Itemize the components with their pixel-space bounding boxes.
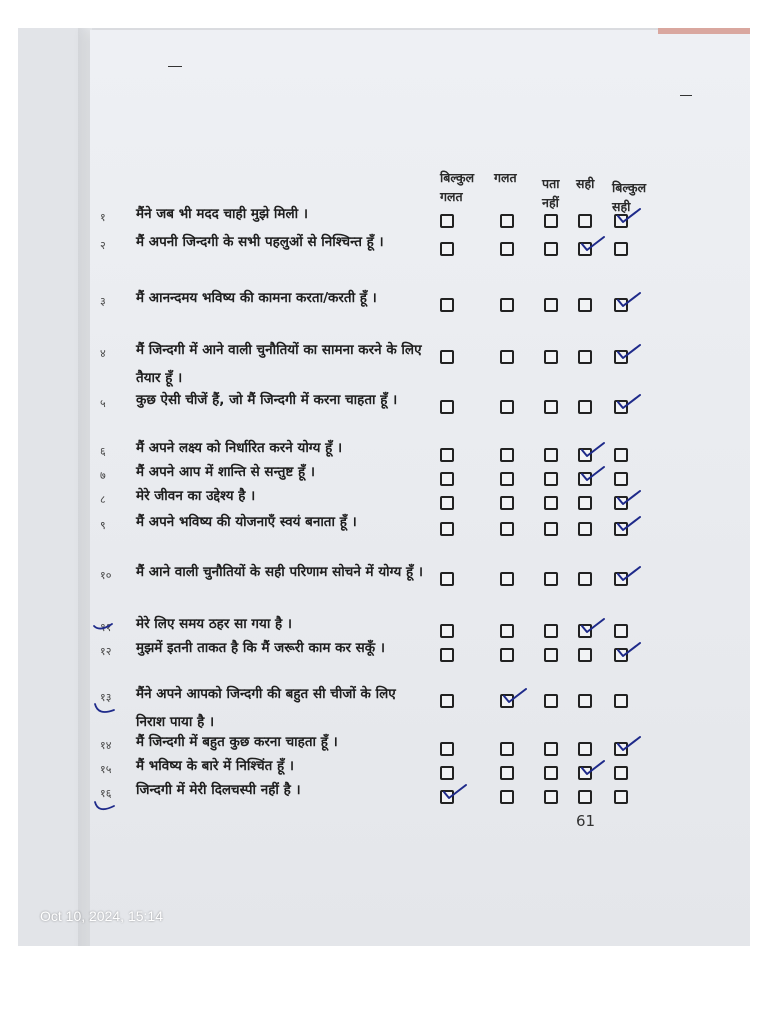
response-checkbox[interactable] (544, 694, 558, 708)
item-text: मैं अपनी जिन्दगी के सभी पहलुओं से निश्चिन्त हूँ । (136, 234, 384, 250)
response-checkbox[interactable] (544, 448, 558, 462)
response-checkbox[interactable] (544, 298, 558, 312)
response-checkbox[interactable] (500, 522, 514, 536)
response-checkbox[interactable] (578, 472, 592, 486)
response-checkbox[interactable] (578, 742, 592, 756)
item-text: मैं अपने लक्ष्य को निर्धारित करने योग्य हूँ । (136, 440, 343, 456)
top-strip (658, 28, 750, 34)
response-checkbox[interactable] (578, 298, 592, 312)
column-header-strongly-false: बिल्कुल गलत (440, 170, 475, 204)
page-number: 61 (576, 812, 596, 830)
item-text: मैंने जब भी मदद चाही मुझे मिली । (136, 206, 308, 222)
item-number: १४ (100, 739, 112, 752)
response-checkbox[interactable] (614, 298, 628, 312)
item-number: १५ (100, 763, 112, 776)
response-checkbox[interactable] (578, 790, 592, 804)
response-checkbox[interactable] (440, 694, 454, 708)
item-number: ६ (100, 445, 106, 458)
item-number: ११ (100, 621, 112, 634)
response-checkbox[interactable] (614, 522, 628, 536)
item-number: ३ (100, 295, 106, 308)
response-checkbox[interactable] (440, 624, 454, 638)
response-checkbox[interactable] (544, 214, 558, 228)
item-number: ४ (100, 347, 106, 360)
response-checkbox[interactable] (544, 522, 558, 536)
response-checkbox[interactable] (500, 214, 514, 228)
pen-underline-mark (92, 618, 116, 640)
item-text: जिन्दगी में मेरी दिलचस्पी नहीं है । (136, 782, 301, 798)
response-checkbox[interactable] (440, 790, 454, 804)
response-checkbox[interactable] (440, 766, 454, 780)
response-checkbox[interactable] (578, 648, 592, 662)
response-checkbox[interactable] (500, 472, 514, 486)
response-checkbox[interactable] (614, 624, 628, 638)
pen-underline-mark (92, 796, 116, 818)
response-checkbox[interactable] (578, 350, 592, 364)
item-text: मैं आने वाली चुनौतियों के सही परिणाम सोचने में योग्य हूँ । (136, 564, 423, 580)
response-checkbox[interactable] (614, 214, 628, 228)
response-checkbox[interactable] (440, 648, 454, 662)
response-checkbox[interactable] (544, 472, 558, 486)
response-checkbox[interactable] (544, 790, 558, 804)
response-checkbox[interactable] (500, 742, 514, 756)
item-text: मेरे लिए समय ठहर सा गया है । (136, 616, 293, 632)
item-number: २ (100, 239, 106, 252)
response-checkbox[interactable] (614, 448, 628, 462)
response-checkbox[interactable] (544, 242, 558, 256)
response-checkbox[interactable] (614, 572, 628, 586)
response-checkbox[interactable] (578, 572, 592, 586)
photo-timestamp: Oct 10, 2024, 15:14 (40, 908, 163, 924)
response-checkbox[interactable] (544, 648, 558, 662)
response-checkbox[interactable] (614, 790, 628, 804)
response-checkbox[interactable] (440, 400, 454, 414)
response-checkbox[interactable] (500, 766, 514, 780)
response-checkbox[interactable] (440, 522, 454, 536)
response-checkbox[interactable] (440, 214, 454, 228)
response-checkbox[interactable] (500, 790, 514, 804)
response-checkbox[interactable] (614, 742, 628, 756)
pencil-dash-mark (680, 95, 692, 96)
item-text: मुझमें इतनी ताकत है कि मैं जरूरी काम कर सकूँ । (136, 640, 385, 656)
response-checkbox[interactable] (500, 572, 514, 586)
response-checkbox[interactable] (440, 496, 454, 510)
response-checkbox[interactable] (578, 496, 592, 510)
column-header-strongly-true: बिल्कुल सही (612, 180, 647, 214)
response-checkbox[interactable] (578, 400, 592, 414)
pen-underline-mark (92, 698, 116, 720)
response-checkbox[interactable] (578, 766, 592, 780)
item-text: मेरे जीवन का उद्देश्य है । (136, 488, 256, 504)
item-text: मैं भविष्य के बारे में निश्चिंत हूँ । (136, 758, 295, 774)
response-checkbox[interactable] (500, 648, 514, 662)
response-checkbox[interactable] (544, 496, 558, 510)
item-number: ८ (100, 493, 106, 506)
response-checkbox[interactable] (500, 400, 514, 414)
response-checkbox[interactable] (614, 400, 628, 414)
response-checkbox[interactable] (544, 572, 558, 586)
response-checkbox[interactable] (440, 742, 454, 756)
response-checkbox[interactable] (614, 766, 628, 780)
response-checkbox[interactable] (614, 242, 628, 256)
response-checkbox[interactable] (500, 298, 514, 312)
response-checkbox[interactable] (614, 648, 628, 662)
response-checkbox[interactable] (440, 448, 454, 462)
response-checkbox[interactable] (440, 472, 454, 486)
response-checkbox[interactable] (500, 624, 514, 638)
response-checkbox[interactable] (500, 694, 514, 708)
response-checkbox[interactable] (500, 448, 514, 462)
item-number: १३ (100, 691, 112, 704)
response-checkbox[interactable] (544, 400, 558, 414)
response-checkbox[interactable] (544, 624, 558, 638)
column-header-dont-know: पता नहीं (542, 176, 560, 210)
item-number: ५ (100, 397, 106, 410)
response-checkbox[interactable] (544, 766, 558, 780)
response-checkbox[interactable] (578, 522, 592, 536)
item-number: १२ (100, 645, 112, 658)
response-checkbox[interactable] (578, 448, 592, 462)
item-text: मैं जिन्दगी में आने वाली चुनौतियों का सामना करने के लिए तैयार हूँ । (136, 342, 422, 386)
response-checkbox[interactable] (544, 350, 558, 364)
item-text: मैं जिन्दगी में बहुत कुछ करना चाहता हूँ । (136, 734, 338, 750)
response-checkbox[interactable] (614, 694, 628, 708)
response-checkbox[interactable] (578, 624, 592, 638)
response-checkbox[interactable] (440, 298, 454, 312)
response-checkbox[interactable] (578, 214, 592, 228)
response-checkbox[interactable] (500, 496, 514, 510)
column-header-false: गलत (494, 170, 517, 185)
item-number: १ (100, 211, 106, 224)
item-text: कुछ ऐसी चीजें हैं, जो मैं जिन्दगी में करना चाहता हूँ । (136, 392, 398, 408)
column-header-true: सही (576, 176, 595, 191)
response-checkbox[interactable] (440, 572, 454, 586)
response-checkbox[interactable] (614, 472, 628, 486)
response-checkbox[interactable] (440, 242, 454, 256)
item-number: ७ (100, 469, 106, 482)
response-checkbox[interactable] (440, 350, 454, 364)
pencil-dash-mark (168, 66, 182, 67)
response-checkbox[interactable] (578, 242, 592, 256)
item-number: १० (100, 569, 112, 582)
item-text: मैं अपने आप में शान्ति से सन्तुष्ट हूँ । (136, 464, 315, 480)
response-checkbox[interactable] (614, 496, 628, 510)
response-checkbox[interactable] (614, 350, 628, 364)
item-number: १६ (100, 787, 112, 800)
item-text: मैंने अपने आपको जिन्दगी की बहुत सी चीजों के लिए निराश पाया है । (136, 686, 396, 730)
item-number: ९ (100, 519, 106, 532)
response-checkbox[interactable] (500, 242, 514, 256)
response-checkbox[interactable] (578, 694, 592, 708)
response-checkbox[interactable] (544, 742, 558, 756)
item-text: मैं अपने भविष्य की योजनाएँ स्वयं बनाता हूँ । (136, 514, 357, 530)
item-text: मैं आनन्दमय भविष्य की कामना करता/करती हूँ । (136, 290, 377, 306)
response-checkbox[interactable] (500, 350, 514, 364)
